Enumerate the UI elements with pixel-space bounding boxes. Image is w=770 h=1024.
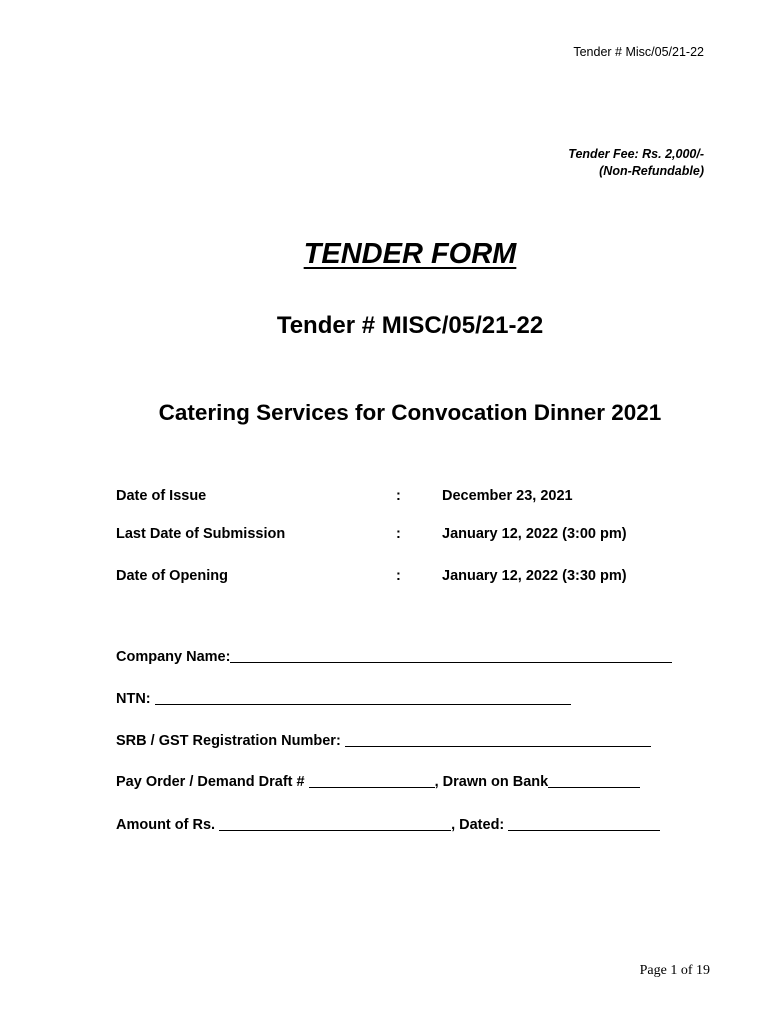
date-value: January 12, 2022 (3:30 pm) bbox=[442, 568, 627, 584]
amount-blank[interactable] bbox=[219, 816, 451, 831]
company-name-blank[interactable] bbox=[230, 648, 672, 663]
srb-gst-label: SRB / GST Registration Number: bbox=[116, 733, 341, 749]
ntn-label: NTN: bbox=[116, 691, 151, 707]
date-separator: : bbox=[396, 488, 401, 504]
date-label: Date of Issue bbox=[116, 488, 207, 504]
srb-gst-row bbox=[116, 732, 651, 749]
date-label: Date of Opening bbox=[116, 568, 228, 584]
amount-label: Amount of Rs. bbox=[116, 817, 216, 833]
tender-fee-block bbox=[568, 146, 704, 180]
dated-label: , Dated: bbox=[451, 817, 505, 833]
dated-blank[interactable] bbox=[508, 816, 660, 831]
form-title: TENDER FORM bbox=[303, 238, 517, 270]
tender-number: Tender # MISC/05/21-22 bbox=[276, 312, 544, 339]
date-value: January 12, 2022 (3:00 pm) bbox=[442, 526, 627, 542]
ntn-row bbox=[116, 690, 571, 707]
pay-order-blank[interactable] bbox=[309, 773, 435, 788]
company-name-label: Company Name: bbox=[116, 649, 231, 665]
drawn-on-bank-label: , Drawn on Bank bbox=[434, 774, 549, 790]
pay-order-row bbox=[116, 773, 640, 790]
non-refundable-note: (Non-Refundable) bbox=[599, 164, 704, 178]
date-value: December 23, 2021 bbox=[442, 488, 573, 504]
date-separator: : bbox=[396, 526, 401, 542]
company-name-row bbox=[116, 648, 672, 665]
header-reference: Tender # Misc/05/21-22 bbox=[573, 45, 704, 59]
srb-gst-blank[interactable] bbox=[345, 732, 651, 747]
date-label: Last Date of Submission bbox=[116, 526, 286, 542]
ntn-blank[interactable] bbox=[155, 690, 571, 705]
drawn-on-bank-blank[interactable] bbox=[548, 773, 640, 788]
tender-fee: Tender Fee: Rs. 2,000/- bbox=[568, 147, 704, 161]
tender-subject: Catering Services for Convocation Dinner 2021 bbox=[158, 400, 662, 425]
page-number: Page 1 of 19 bbox=[639, 963, 710, 978]
pay-order-label: Pay Order / Demand Draft # bbox=[116, 774, 305, 790]
date-separator: : bbox=[396, 568, 401, 584]
amount-row bbox=[116, 816, 660, 833]
